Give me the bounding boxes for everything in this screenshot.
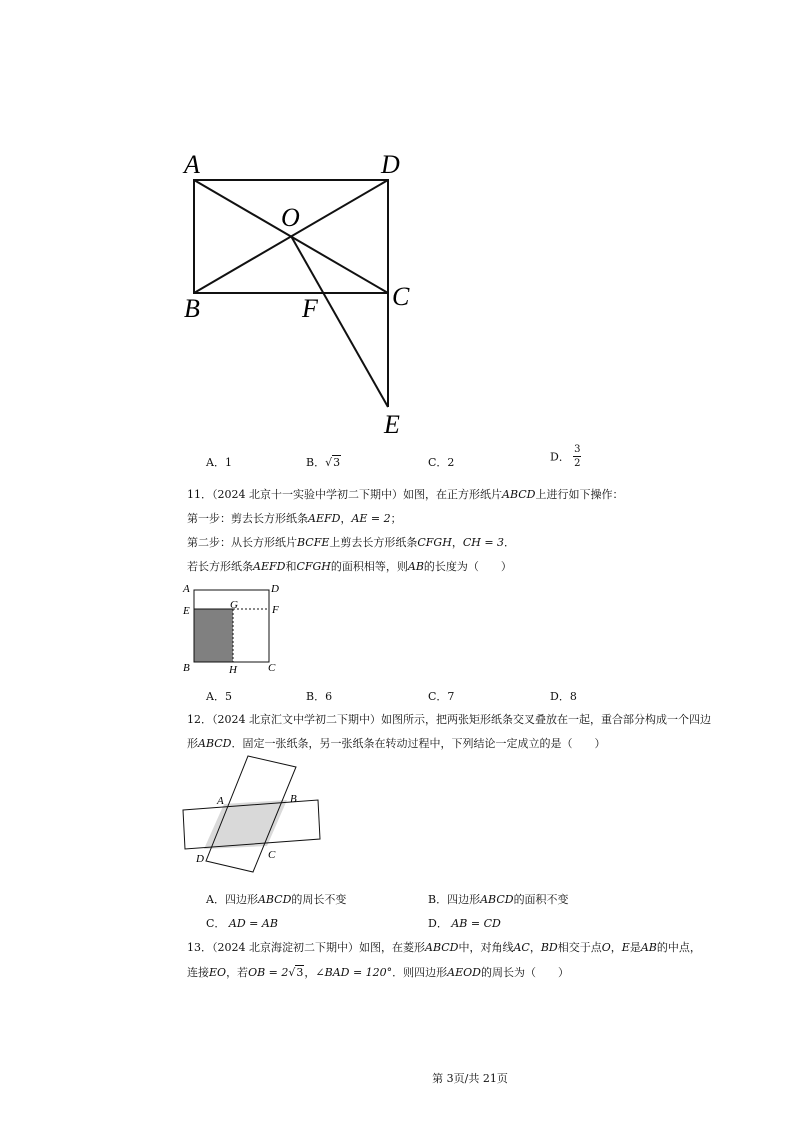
- label-e: E: [183, 605, 190, 617]
- label-f: F: [272, 604, 279, 616]
- q12-option-d[interactable]: D． AB = CD: [428, 917, 501, 930]
- q12-option-b[interactable]: B．四边形ABCD的面积不变: [428, 893, 569, 906]
- q11-line2: 第一步：剪去长方形纸条AEFD，AE = 2；: [187, 512, 402, 525]
- q12-option-c[interactable]: C． AD = AB: [206, 917, 278, 930]
- q11-option-c[interactable]: C．7: [428, 690, 455, 703]
- q13-line1: 13．（2024 北京海淀初二下期中）如图，在菱形ABCD中，对角线AC，BD相交于点O，E是AB的中点，: [187, 941, 701, 954]
- q11-line1: 11．（2024 北京十一实验中学初二下期中）如图，在正方形纸片ABCD上进行如下操作：: [187, 488, 624, 501]
- q10-option-a[interactable]: A．1: [206, 456, 232, 469]
- label-e: E: [384, 410, 400, 439]
- q11-option-a[interactable]: A．5: [206, 690, 232, 703]
- label-b: B: [184, 294, 200, 323]
- q12-line1: 12．（2024 北京汇文中学初二下期中）如图所示，把两张矩形纸条交叉叠放在一起，重合部分构成一个四边: [187, 713, 711, 726]
- q12-option-a[interactable]: A．四边形ABCD的周长不变: [206, 893, 347, 906]
- label-o: O: [281, 203, 300, 232]
- label-b: B: [183, 662, 190, 674]
- label-c: C: [268, 849, 276, 861]
- q11-figure: [180, 580, 290, 678]
- q11-line4: 若长方形纸条AEFD和CFGH的面积相等，则AB的长度为（ ）: [187, 560, 512, 573]
- label-a: A: [183, 583, 190, 595]
- label-f: F: [302, 294, 318, 323]
- label-g: G: [230, 599, 238, 611]
- q10-option-c[interactable]: C．2: [428, 456, 455, 469]
- label-a: A: [217, 795, 224, 807]
- q12-figure: [180, 752, 325, 884]
- q12-line2: 形ABCD．固定一张纸条，另一张纸条在转动过程中，下列结论一定成立的是（ ）: [187, 737, 606, 750]
- q11-line3: 第二步：从长方形纸片BCFE上剪去长方形纸条CFGH，CH = 3．: [187, 536, 516, 549]
- label-a: A: [184, 150, 200, 179]
- q10-option-d[interactable]: D． $\frac{3}{2}$: [550, 444, 581, 469]
- label-h: H: [229, 664, 237, 676]
- q13-line2: 连接EO，若OB = 2√3，∠BAD = 120°．则四边形AEOD的周长为（ ）: [187, 966, 569, 979]
- label-d: D: [271, 583, 279, 595]
- page-number: 第 3页/共 21页: [432, 1072, 508, 1085]
- label-b: B: [290, 793, 297, 805]
- q10-figure: [178, 145, 428, 445]
- q11-option-b[interactable]: B．6: [306, 690, 333, 703]
- q11-option-d[interactable]: D．8: [550, 690, 577, 703]
- label-c: C: [268, 662, 276, 674]
- shaded-rectangle-ebhg: [194, 609, 233, 662]
- label-d: D: [196, 853, 204, 865]
- q10-option-b[interactable]: B．√3: [306, 456, 341, 469]
- label-d: D: [381, 150, 400, 179]
- label-c: C: [392, 282, 410, 311]
- fraction-three-halves: $\frac{3}{2}$: [574, 444, 581, 469]
